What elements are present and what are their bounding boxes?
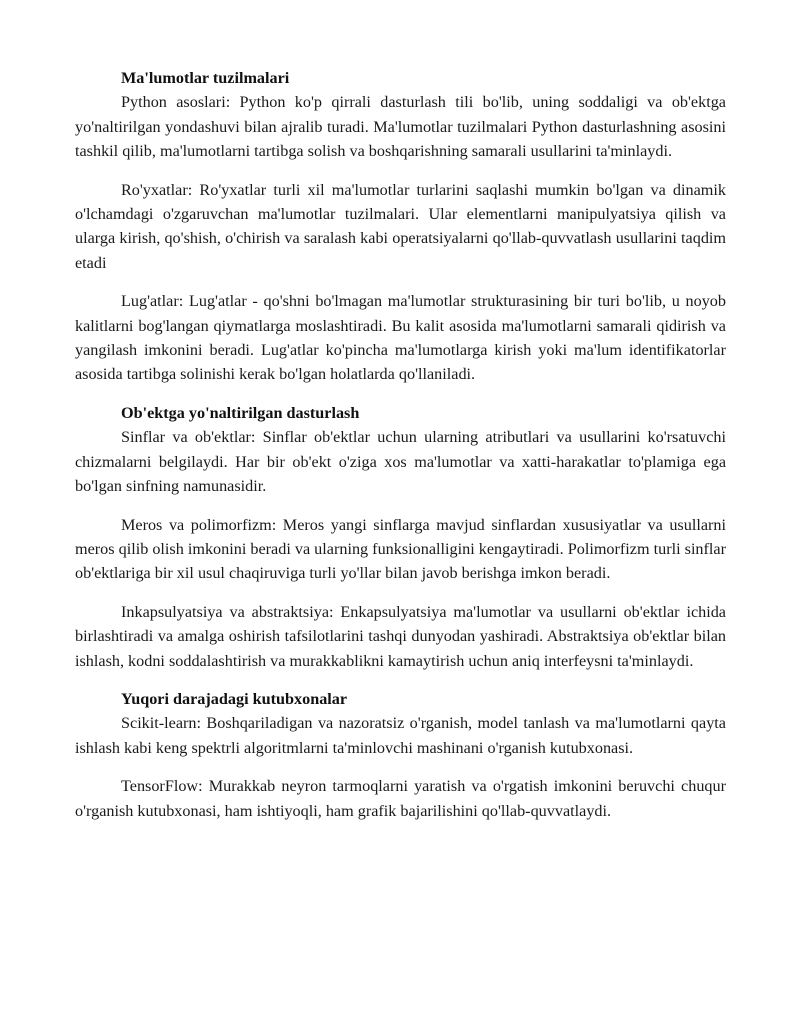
paragraph-lists: Ro'yxatlar: Ro'yxatlar turli xil ma'lumotlar turlarini saqlashi mumkin bo'lgan va dinamik o'lchamdagi o'zgaruvchan ma'lumotlar tuzilmalari. Ular elementlarni manipulyatsiya qilish va ularga kirish, qo'shish, o'chirish va saralash kabi operatsiyalarni qo'llab-quvvatlash usullarini taqdim etadi [75, 180, 726, 272]
paragraph-dictionaries: Lug'atlar: Lug'atlar - qo'shni bo'lmagan ma'lumotlar strukturasining bir turi bo'lib, u noyob kalitlarni bog'langan qiymatlarga moslashtiradi. Bu kalit asosida ma'lumotlarni samarali qidirish va yangilash imkonini beradi. Lug'atlar ko'pincha ma'lumotlarga kirish yoki ma'lum identifikatorlar asosida tartibga solinishi kerak bo'lgan holatlarda qo'llaniladi. [75, 292, 726, 384]
section-heading-data-structures: Ma'lumotlar tuzilmalari [121, 69, 290, 87]
paragraph-scikit-learn: Scikit-learn: Boshqariladigan va nazoratsiz o'rganish, model tanlash va ma'lumotlarni qayta ishlash kabi keng spektrli algoritmlarni ta'minlovchi mashinani o'rganish kutubxonasi. [75, 714, 726, 757]
paragraph-inheritance-polymorphism: Meros va polimorfizm: Meros yangi sinflarga mavjud sinflardan xususiyatlar va usullarni meros qilib olish imkonini beradi va ularning funksionalligini kengaytiradi. Polimorfizm turli sinflar ob'ektlariga bir xil usul chaqiruviga turli yo'llar bilan javob berishga imkon beradi. [75, 515, 726, 583]
document-body [75, 66, 726, 823]
paragraph-python-basics: Python asoslari: Python ko'p qirrali dasturlash tili bo'lib, uning soddaligi va ob'ektga yo'naltirilgan yondashuvi bilan ajralib turadi. Ma'lumotlar tuzilmalari Python dasturlashning asosini tashkil qilib, ma'lumotlarni tartibga solish va boshqarishning samarali usullarini ta'minlaydi. [75, 93, 726, 161]
paragraph-classes-objects: Sinflar va ob'ektlar: Sinflar ob'ektlar uchun ularning atributlari va usullarini ko'rsatuvchi chizmalarni belgilaydi. Har bir ob'ekt o'ziga xos ma'lumotlar va xatti-harakatlar to'plamiga ega bo'lgan sinfning namunasidir. [75, 428, 726, 496]
section-heading-libraries: Yuqori darajadagi kutubxonalar [121, 689, 348, 708]
paragraph-encapsulation-abstraction: Inkapsulyatsiya va abstraktsiya: Enkapsulyatsiya ma'lumotlar va usullarni ob'ektlar ichida birlashtiradi va amalga oshirish tafsilotlarini tashqi dunyodan yashiradi. Abstraktsiya ob'ektlar bilan ishlash, kodni soddalashtirish va murakkablikni kamaytirish uchun aniq interfeysni ta'minlaydi. [75, 602, 726, 670]
paragraph-tensorflow: TensorFlow: Murakkab neyron tarmoqlarni yaratish va o'rgatish imkonini beruvchi chuqur o'rganish kutubxonasi, ham ishtiyoqli, ham grafik bajarilishini qo'llab-quvvatlaydi. [75, 777, 726, 820]
section-heading-oop: Ob'ektga yo'naltirilgan dasturlash [121, 403, 360, 422]
